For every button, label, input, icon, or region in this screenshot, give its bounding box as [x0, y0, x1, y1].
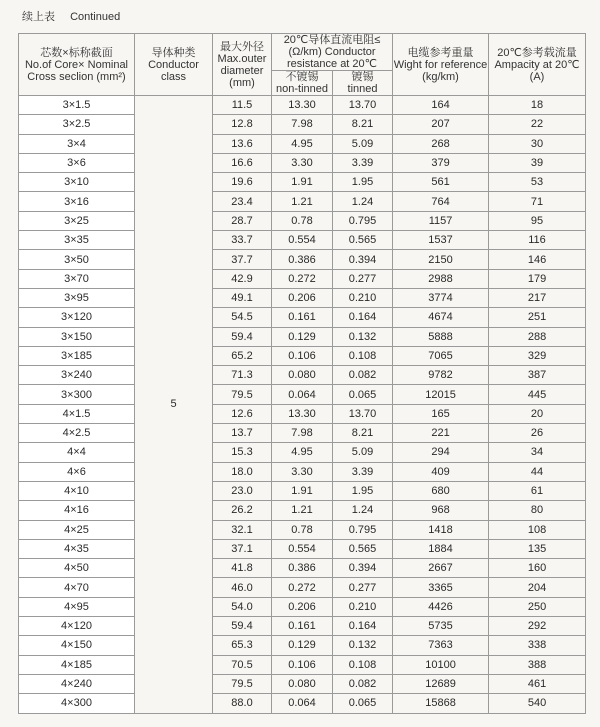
cell-core: 3×150: [19, 327, 135, 346]
cell-core: 4×300: [19, 694, 135, 713]
cell-tinned: 13.70: [333, 96, 393, 115]
table-row: [19, 443, 586, 462]
cell-diameter: 28.7: [213, 211, 272, 230]
table-row: [19, 231, 586, 250]
cell-ampacity: 71: [489, 192, 586, 211]
cell-diameter: 11.5: [213, 96, 272, 115]
cell-non-tinned: 4.95: [272, 443, 333, 462]
cell-diameter: 42.9: [213, 269, 272, 288]
cell-weight: 2988: [393, 269, 489, 288]
cell-non-tinned: 1.91: [272, 481, 333, 500]
cell-diameter: 71.3: [213, 366, 272, 385]
cell-core: 3×2.5: [19, 115, 135, 134]
cell-diameter: 13.6: [213, 134, 272, 153]
cell-weight: 1418: [393, 520, 489, 539]
cell-ampacity: 250: [489, 597, 586, 616]
cell-ampacity: 461: [489, 674, 586, 693]
cell-ampacity: 30: [489, 134, 586, 153]
cell-core: 3×6: [19, 153, 135, 172]
cell-ampacity: 204: [489, 578, 586, 597]
table-row: [19, 385, 586, 404]
cell-tinned: 0.082: [333, 674, 393, 693]
header-ampacity: 20℃参考载流量 Ampacity at 20℃ (A): [489, 34, 586, 96]
cell-non-tinned: 0.554: [272, 231, 333, 250]
cell-core: 4×70: [19, 578, 135, 597]
cell-tinned: 0.164: [333, 617, 393, 636]
table-row: [19, 481, 586, 500]
cell-tinned: 1.95: [333, 173, 393, 192]
cell-tinned: 0.108: [333, 655, 393, 674]
header-weight: 电缆参考重量 Wight for reference (kg/km): [393, 34, 489, 96]
cell-diameter: 54.0: [213, 597, 272, 616]
cell-diameter: 49.1: [213, 288, 272, 307]
table-row: [19, 134, 586, 153]
page-caption: [22, 8, 120, 24]
table-row: [19, 288, 586, 307]
cell-ampacity: 445: [489, 385, 586, 404]
cable-spec-table: [18, 33, 586, 714]
header-diameter: 最大外径 Max.outer diameter (mm): [213, 34, 272, 96]
cell-tinned: 0.795: [333, 520, 393, 539]
cell-non-tinned: 3.30: [272, 153, 333, 172]
table-row: [19, 617, 586, 636]
cell-weight: 10100: [393, 655, 489, 674]
cell-core: 4×2.5: [19, 424, 135, 443]
cell-tinned: 0.082: [333, 366, 393, 385]
table-row: [19, 115, 586, 134]
cell-weight: 12689: [393, 674, 489, 693]
cell-core: 3×4: [19, 134, 135, 153]
cell-tinned: 0.132: [333, 636, 393, 655]
table-row: [19, 327, 586, 346]
cell-ampacity: 18: [489, 96, 586, 115]
cell-ampacity: 135: [489, 539, 586, 558]
cell-tinned: 0.795: [333, 211, 393, 230]
cell-tinned: 1.95: [333, 481, 393, 500]
cell-core: 4×150: [19, 636, 135, 655]
table-row: [19, 153, 586, 172]
cell-weight: 221: [393, 424, 489, 443]
cell-ampacity: 95: [489, 211, 586, 230]
cell-diameter: 19.6: [213, 173, 272, 192]
cell-tinned: 0.277: [333, 269, 393, 288]
table-row: [19, 346, 586, 365]
cell-core: 4×50: [19, 559, 135, 578]
cell-non-tinned: 0.272: [272, 578, 333, 597]
cell-tinned: 0.108: [333, 346, 393, 365]
cell-weight: 164: [393, 96, 489, 115]
cell-diameter: 46.0: [213, 578, 272, 597]
table-row: [19, 520, 586, 539]
cell-diameter: 26.2: [213, 501, 272, 520]
cell-non-tinned: 7.98: [272, 115, 333, 134]
cell-non-tinned: 0.78: [272, 211, 333, 230]
cell-tinned: 0.065: [333, 385, 393, 404]
cell-core: 3×300: [19, 385, 135, 404]
cell-non-tinned: 7.98: [272, 424, 333, 443]
cell-non-tinned: 1.91: [272, 173, 333, 192]
cell-diameter: 23.0: [213, 481, 272, 500]
cell-diameter: 13.7: [213, 424, 272, 443]
cell-non-tinned: 13.30: [272, 96, 333, 115]
table-body: [19, 96, 586, 714]
cell-ampacity: 251: [489, 308, 586, 327]
cell-core: 4×95: [19, 597, 135, 616]
table-row: [19, 694, 586, 713]
cell-ampacity: 44: [489, 462, 586, 481]
table-row: [19, 173, 586, 192]
cell-weight: 1537: [393, 231, 489, 250]
cell-non-tinned: 0.161: [272, 617, 333, 636]
table-row: [19, 269, 586, 288]
cell-diameter: 15.3: [213, 443, 272, 462]
cell-diameter: 16.6: [213, 153, 272, 172]
cell-weight: 12015: [393, 385, 489, 404]
cell-weight: 3774: [393, 288, 489, 307]
cell-weight: 9782: [393, 366, 489, 385]
cell-ampacity: 288: [489, 327, 586, 346]
cell-non-tinned: 0.064: [272, 385, 333, 404]
cell-weight: 207: [393, 115, 489, 134]
cell-non-tinned: 0.272: [272, 269, 333, 288]
table-row: [19, 559, 586, 578]
cell-ampacity: 26: [489, 424, 586, 443]
cell-tinned: 3.39: [333, 462, 393, 481]
cell-core: 3×120: [19, 308, 135, 327]
cell-weight: 4674: [393, 308, 489, 327]
table-row: [19, 211, 586, 230]
cell-tinned: 0.565: [333, 231, 393, 250]
cell-diameter: 79.5: [213, 674, 272, 693]
cell-tinned: 0.164: [333, 308, 393, 327]
cell-ampacity: 540: [489, 694, 586, 713]
cell-tinned: 3.39: [333, 153, 393, 172]
cell-non-tinned: 0.161: [272, 308, 333, 327]
cell-tinned: 0.210: [333, 288, 393, 307]
cell-weight: 7363: [393, 636, 489, 655]
cell-core: 4×6: [19, 462, 135, 481]
cell-ampacity: 338: [489, 636, 586, 655]
cell-non-tinned: 3.30: [272, 462, 333, 481]
cell-core: 3×1.5: [19, 96, 135, 115]
cell-core: 4×4: [19, 443, 135, 462]
cell-core: 4×120: [19, 617, 135, 636]
cell-ampacity: 116: [489, 231, 586, 250]
table-row: [19, 501, 586, 520]
cell-ampacity: 53: [489, 173, 586, 192]
cell-diameter: 12.8: [213, 115, 272, 134]
cell-tinned: 0.394: [333, 559, 393, 578]
cell-non-tinned: 0.554: [272, 539, 333, 558]
cell-non-tinned: 13.30: [272, 404, 333, 423]
table-row: [19, 597, 586, 616]
cell-non-tinned: 0.064: [272, 694, 333, 713]
cell-core: 3×95: [19, 288, 135, 307]
cell-weight: 4426: [393, 597, 489, 616]
cell-diameter: 41.8: [213, 559, 272, 578]
cell-diameter: 33.7: [213, 231, 272, 250]
cell-core: 3×10: [19, 173, 135, 192]
cell-non-tinned: 4.95: [272, 134, 333, 153]
cell-tinned: 0.210: [333, 597, 393, 616]
cell-non-tinned: 0.106: [272, 655, 333, 674]
caption-zh: 续上表: [22, 11, 55, 23]
cell-weight: 268: [393, 134, 489, 153]
cell-ampacity: 20: [489, 404, 586, 423]
cell-non-tinned: 0.106: [272, 346, 333, 365]
cell-diameter: 65.2: [213, 346, 272, 365]
cell-diameter: 37.1: [213, 539, 272, 558]
table-row: [19, 424, 586, 443]
cell-diameter: 18.0: [213, 462, 272, 481]
cell-weight: 7065: [393, 346, 489, 365]
table-row: [19, 192, 586, 211]
header-resistance: 20℃导体直流电阻≤ (Ω/km) Conductor resistance at 20℃: [272, 34, 393, 71]
cell-ampacity: 329: [489, 346, 586, 365]
cell-weight: 561: [393, 173, 489, 192]
cell-tinned: 0.565: [333, 539, 393, 558]
cell-non-tinned: 0.129: [272, 636, 333, 655]
table-row: [19, 404, 586, 423]
cell-core: 4×1.5: [19, 404, 135, 423]
cell-non-tinned: 0.386: [272, 559, 333, 578]
table-row: [19, 366, 586, 385]
cell-tinned: 0.394: [333, 250, 393, 269]
table-row: [19, 462, 586, 481]
cell-ampacity: 179: [489, 269, 586, 288]
cell-weight: 379: [393, 153, 489, 172]
cell-non-tinned: 1.21: [272, 501, 333, 520]
cell-ampacity: 22: [489, 115, 586, 134]
cell-ampacity: 34: [489, 443, 586, 462]
cell-core: 3×240: [19, 366, 135, 385]
cell-non-tinned: 0.386: [272, 250, 333, 269]
cell-diameter: 32.1: [213, 520, 272, 539]
cell-ampacity: 146: [489, 250, 586, 269]
cell-diameter: 59.4: [213, 617, 272, 636]
cell-weight: 1884: [393, 539, 489, 558]
cell-diameter: 54.5: [213, 308, 272, 327]
cell-tinned: 1.24: [333, 501, 393, 520]
cell-weight: 680: [393, 481, 489, 500]
cell-core: 4×10: [19, 481, 135, 500]
cell-ampacity: 61: [489, 481, 586, 500]
cell-weight: 294: [393, 443, 489, 462]
cell-tinned: 8.21: [333, 115, 393, 134]
cell-tinned: 1.24: [333, 192, 393, 211]
cell-weight: 409: [393, 462, 489, 481]
cell-non-tinned: 0.206: [272, 597, 333, 616]
cell-weight: 5888: [393, 327, 489, 346]
cell-core: 3×70: [19, 269, 135, 288]
cell-core: 4×25: [19, 520, 135, 539]
table-row: [19, 578, 586, 597]
cell-weight: 15868: [393, 694, 489, 713]
table-row: [19, 636, 586, 655]
cell-weight: 2667: [393, 559, 489, 578]
cell-ampacity: 80: [489, 501, 586, 520]
cell-core: 4×16: [19, 501, 135, 520]
table-row: [19, 674, 586, 693]
cell-diameter: 65.3: [213, 636, 272, 655]
cell-core: 3×185: [19, 346, 135, 365]
cell-non-tinned: 0.78: [272, 520, 333, 539]
cell-ampacity: 108: [489, 520, 586, 539]
cell-core: 4×35: [19, 539, 135, 558]
table-row: [19, 96, 586, 115]
cell-weight: 968: [393, 501, 489, 520]
cell-diameter: 59.4: [213, 327, 272, 346]
table-row: [19, 308, 586, 327]
cell-diameter: 79.5: [213, 385, 272, 404]
cell-tinned: 5.09: [333, 134, 393, 153]
cell-conductor-class: 5: [135, 96, 213, 714]
cell-weight: 2150: [393, 250, 489, 269]
cell-weight: 764: [393, 192, 489, 211]
cell-diameter: 88.0: [213, 694, 272, 713]
cell-ampacity: 388: [489, 655, 586, 674]
header-tinned: 镀锡 tinned: [333, 71, 393, 96]
cell-non-tinned: 0.206: [272, 288, 333, 307]
cell-non-tinned: 0.129: [272, 327, 333, 346]
cell-weight: 3365: [393, 578, 489, 597]
cell-core: 4×185: [19, 655, 135, 674]
cell-core: 3×25: [19, 211, 135, 230]
cell-core: 3×35: [19, 231, 135, 250]
table-row: [19, 655, 586, 674]
cell-ampacity: 292: [489, 617, 586, 636]
table-row: [19, 539, 586, 558]
cell-tinned: 0.065: [333, 694, 393, 713]
cell-ampacity: 387: [489, 366, 586, 385]
cell-core: 3×16: [19, 192, 135, 211]
header-conductor-class: 导体种类 Conductor class: [135, 34, 213, 96]
cell-diameter: 23.4: [213, 192, 272, 211]
cell-diameter: 37.7: [213, 250, 272, 269]
cell-weight: 1157: [393, 211, 489, 230]
cell-ampacity: 39: [489, 153, 586, 172]
caption-en: Continued: [70, 11, 121, 23]
cell-core: 4×240: [19, 674, 135, 693]
cell-weight: 165: [393, 404, 489, 423]
header-non-tinned: 不镀锡 non-tinned: [272, 71, 333, 96]
cell-diameter: 12.6: [213, 404, 272, 423]
cell-non-tinned: 0.080: [272, 366, 333, 385]
cell-non-tinned: 1.21: [272, 192, 333, 211]
cell-ampacity: 217: [489, 288, 586, 307]
cell-tinned: 0.277: [333, 578, 393, 597]
cell-diameter: 70.5: [213, 655, 272, 674]
header-core: 芯数×标称截面 No.of Core× Nominal Cross seclion (mm²): [19, 34, 135, 96]
cell-tinned: 13.70: [333, 404, 393, 423]
table-row: [19, 250, 586, 269]
cell-core: 3×50: [19, 250, 135, 269]
cell-tinned: 5.09: [333, 443, 393, 462]
cell-ampacity: 160: [489, 559, 586, 578]
cell-tinned: 0.132: [333, 327, 393, 346]
cell-non-tinned: 0.080: [272, 674, 333, 693]
cell-weight: 5735: [393, 617, 489, 636]
cell-tinned: 8.21: [333, 424, 393, 443]
